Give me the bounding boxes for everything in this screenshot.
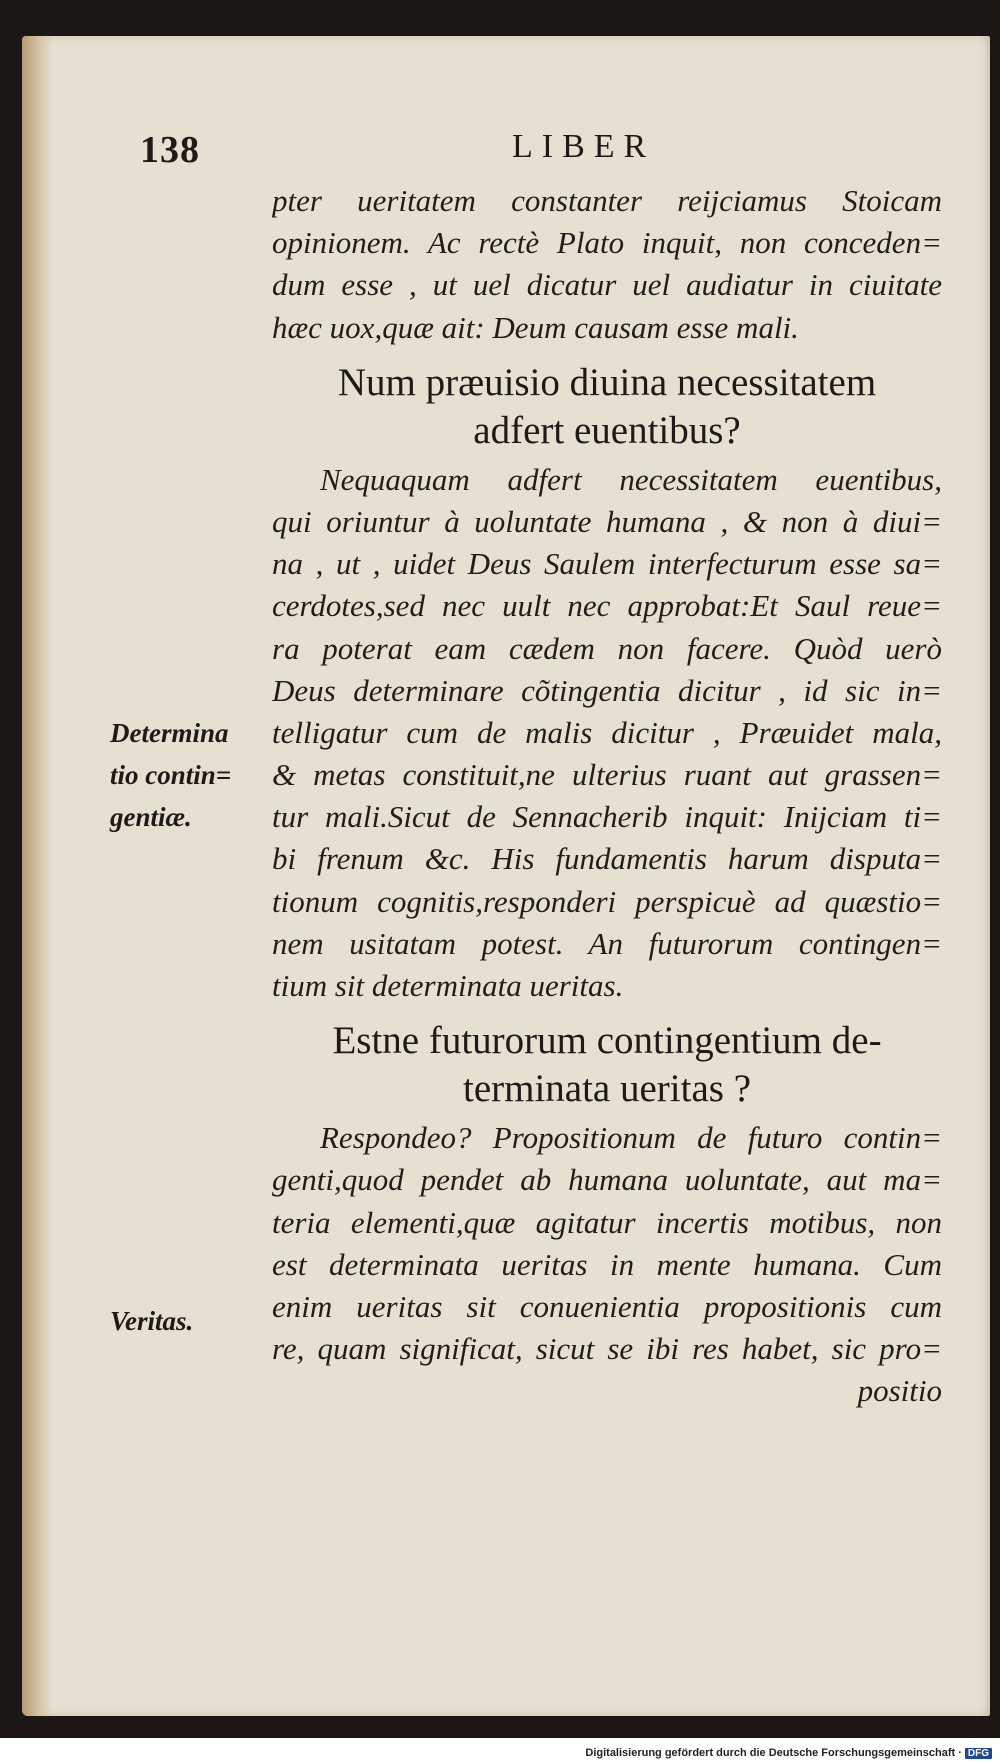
- text-line: hæc uox,quæ ait: Deum causam esse mali.: [272, 309, 799, 345]
- text-line: tionum cognitis,responderi perspicuè ad quæstio=: [272, 883, 942, 919]
- page-gutter-shadow: [22, 36, 52, 1716]
- margin-note-line: Veritas.: [110, 1306, 194, 1336]
- text-line: Respondeo? Propositionum de futuro contin=: [320, 1120, 942, 1156]
- text-line: est determinata ueritas in mente humana. Cum: [272, 1246, 942, 1282]
- main-text-block: [272, 180, 942, 1413]
- text-line: tur mali.Sicut de Sennacherib inquit: Inijciam ti=: [272, 799, 942, 835]
- text-line: enim ueritas sit conuenientia propositionis cum: [272, 1288, 942, 1324]
- margin-note-line: gentiæ.: [110, 802, 192, 832]
- text-line: tium sit determinata ueritas.: [272, 968, 624, 1003]
- text-line: & metas constituit,ne ulterius ruant aut grassen=: [272, 757, 942, 793]
- digitization-credit: [585, 1747, 992, 1759]
- text-line: qui oriuntur à uoluntate humana , & non à diui=: [272, 503, 942, 539]
- margin-note-line: Determina: [110, 718, 229, 748]
- text-line: dum esse , ut uel dicatur uel audiatur in ciuitate: [272, 267, 942, 303]
- section-heading-line: adfert euentibus?: [473, 408, 741, 452]
- text-line: teria elementi,quæ agitatur incertis motibus, non: [272, 1204, 942, 1240]
- text-line: pter ueritatem constanter reijciamus Stoicam: [272, 183, 942, 218]
- section-heading-line: Num præuisio diuina necessitatem: [337, 360, 877, 404]
- page-number: 138: [140, 129, 200, 171]
- margin-note-veritas: [110, 1300, 193, 1342]
- text-line: cerdotes,sed nec uult nec approbat:Et Saul reue=: [272, 588, 942, 624]
- text-line: Nequaquam adfert necessitatem euentibus,: [320, 461, 942, 497]
- section-heading-line: terminata ueritas ?: [462, 1067, 752, 1111]
- text-line: bi frenum &c. His fundamentis harum disputa=: [272, 841, 942, 877]
- credit-text: Digitalisierung gefördert durch die Deutsche Forschungsgemeinschaft ·: [585, 1747, 962, 1759]
- text-line: na , ut , uidet Deus Saulem interfecturum esse sa=: [272, 546, 942, 582]
- text-line: Deus determinare cõtingentia dicitur , id sic in=: [272, 672, 942, 708]
- text-line: ra poterat eam cædem non facere. Quòd uerò: [272, 630, 942, 666]
- catchword: positio: [857, 1373, 942, 1409]
- text-line: genti,quod pendet ab humana uoluntate, aut ma=: [272, 1162, 942, 1198]
- margin-note-determinatio: [110, 712, 231, 838]
- running-head: LIBER: [512, 128, 656, 165]
- text-line: nem usitatam potest. An futurorum contingen=: [272, 925, 942, 961]
- text-line: re, quam significat, sicut se ibi res habet, sic pro=: [272, 1331, 942, 1367]
- section-heading-line: Estne futurorum contingentium de-: [332, 1019, 882, 1063]
- dfg-logo: DFG: [965, 1748, 992, 1759]
- text-line: opinionem. Ac rectè Plato inquit, non conceden=: [272, 225, 942, 261]
- margin-note-line: tio contin=: [110, 760, 232, 790]
- text-line: telligatur cum de malis dicitur , Præuidet mala,: [272, 714, 942, 750]
